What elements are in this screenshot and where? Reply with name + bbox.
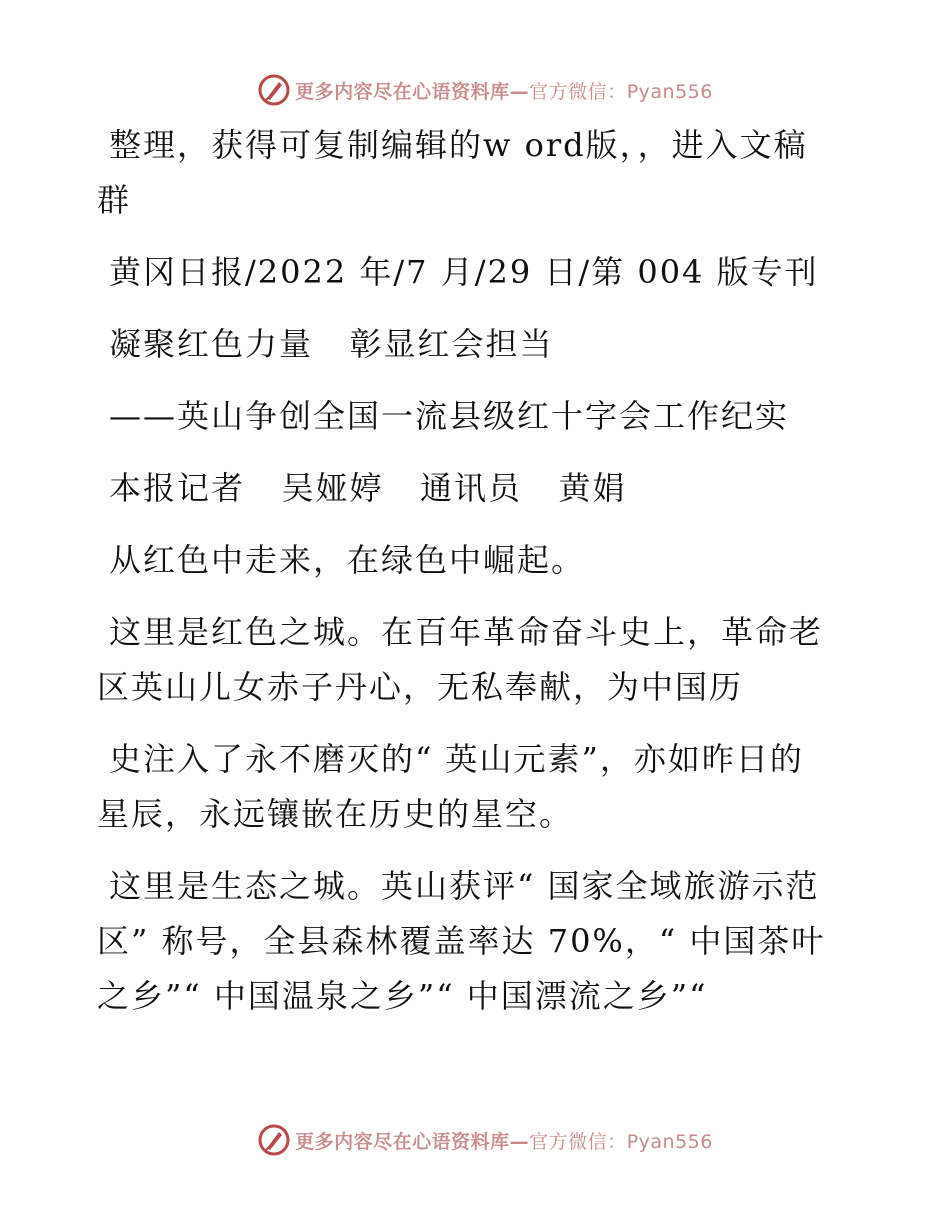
paragraph-line: 整理，获得可复制编辑的w ord版，，进入文稿 <box>109 126 808 164</box>
paragraph-eco-city <box>97 859 857 1024</box>
byline <box>97 461 857 516</box>
paragraph-intro <box>97 118 857 228</box>
quill-circle-icon <box>257 73 291 107</box>
paragraph-line: 凝聚红色力量 彰显红会担当 <box>109 325 554 363</box>
paragraph-line: 从红色中走来，在绿色中崛起。 <box>109 541 586 579</box>
header-watermark <box>0 70 950 110</box>
paragraph-line: 史注入了永不磨灭的“ 英山元素”，亦如昨日的 <box>109 740 804 778</box>
paragraph-line: ——英山争创全国一流县级红十字会工作纪实 <box>109 397 790 435</box>
paragraph-line: 本报记者 吴娅婷 通讯员 黄娟 <box>109 469 627 507</box>
document-body <box>97 118 857 1041</box>
watermark-dash: — <box>509 80 530 103</box>
footer-watermark <box>0 1120 950 1160</box>
paragraph-history <box>97 732 857 842</box>
watermark-dash: — <box>509 1130 530 1153</box>
paragraph-line: 这里是红色之城。在百年革命奋斗史上，革命老 <box>109 613 824 651</box>
watermark-text <box>295 1127 713 1154</box>
paragraph-line: 区” 称号，全县森林覆盖率达 70%，“ 中国茶叶 <box>97 922 826 960</box>
paragraph-line: 之乡”“ 中国温泉之乡”“ 中国漂流之乡”“ <box>97 977 708 1015</box>
source-line <box>97 245 857 300</box>
watermark-wechat-id: Pyan556 <box>626 1130 713 1153</box>
watermark-wechat-label: 官方微信： <box>529 80 627 103</box>
watermark-text <box>295 77 713 104</box>
article-subtitle <box>97 389 857 444</box>
paragraph-line: 这里是生态之城。英山获评“ 国家全域旅游示范 <box>109 867 820 905</box>
watermark-site-text: 更多内容尽在心语资料库 <box>295 80 510 103</box>
paragraph-line: 群 <box>97 181 132 219</box>
article-title <box>97 317 857 372</box>
paragraph-red-city <box>97 605 857 715</box>
paragraph-line: 星辰，永远镶嵌在历史的星空。 <box>97 795 574 833</box>
watermark-wechat-id: Pyan556 <box>626 80 713 103</box>
paragraph-lead <box>97 533 857 588</box>
quill-circle-icon <box>257 1123 291 1157</box>
watermark-wechat-label: 官方微信： <box>529 1130 627 1153</box>
paragraph-line: 区英山儿女赤子丹心，无私奉献，为中国历 <box>97 668 744 706</box>
paragraph-line: 黄冈日报/2022 年/7 月/29 日/第 004 版专刊 <box>109 253 819 291</box>
watermark-group <box>257 73 713 107</box>
watermark-site-text: 更多内容尽在心语资料库 <box>295 1130 510 1153</box>
watermark-group <box>257 1123 713 1157</box>
